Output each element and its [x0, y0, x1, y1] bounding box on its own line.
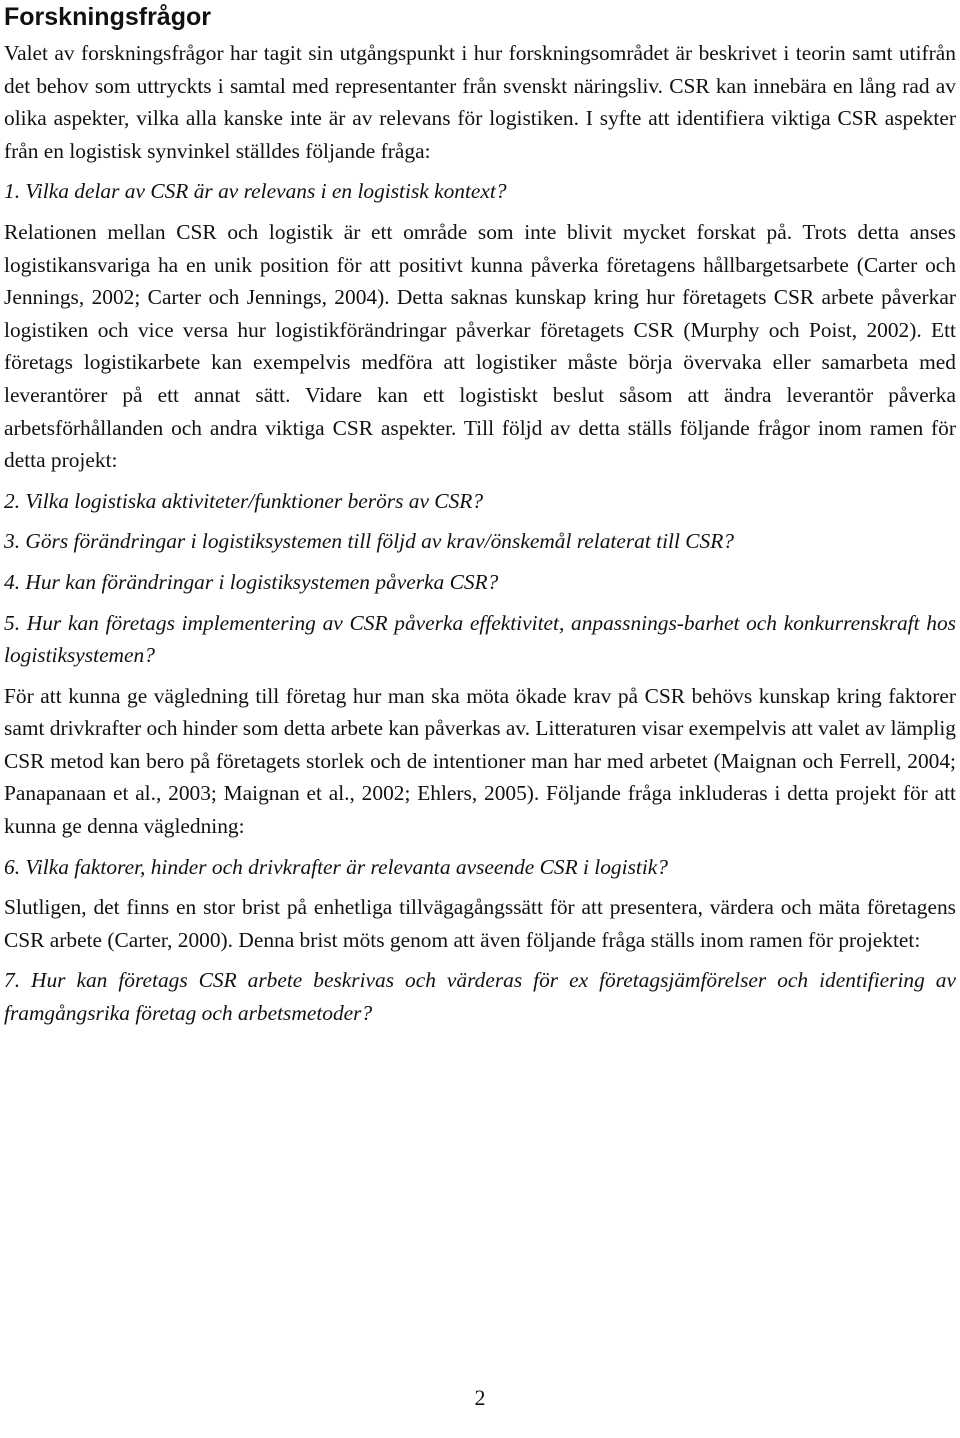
research-question-6: 6. Vilka faktorer, hinder och drivkrafter är relevanta avseende CSR i logistik? [4, 854, 668, 879]
research-question-3: 3. Görs förändringar i logistiksystemen till följd av krav/önskemål relaterat till CSR? [4, 529, 735, 554]
research-question-7: 7. Hur kan företags CSR arbete beskrivas och värderas för ex företagsjämförelser och identifiering av framgångsrika företag och arbetsmetoder? [4, 968, 956, 1026]
document-page [4, 0, 956, 1030]
research-question-4: 4. Hur kan förändringar i logistiksystemen påverka CSR? [4, 569, 499, 594]
research-question-5: 5. Hur kan företags implementering av CSR påverka effektivitet, anpassnings-barhet och konkurrenskraft hos logistiksystemen? [4, 610, 956, 668]
research-question-1: 1. Vilka delar av CSR är av relevans i en logistisk kontext? [4, 179, 507, 204]
intro-paragraph: Valet av forskningsfrågor har tagit sin utgångspunkt i hur forskningsområdet är beskrivet i teorin samt utifrån det behov som uttryckts i samtal med representanter från svenskt näringsliv. CSR kan innebära en lång rad av olika aspekter, vilka alla kanske inte är av relevans för logistiken. I syfte att identifiera viktiga CSR aspekter från en logistisk synvinkel ställdes följande fråga: [4, 41, 956, 163]
section-heading: Forskningsfrågor [4, 3, 211, 31]
paragraph-conclusion: Slutligen, det finns en stor brist på enhetliga tillvägagångssätt för att presentera, värdera och mäta företagens CSR arbete (Carter, 2000). Denna brist möts genom att även följande fråga ställs inom ramen för projektet: [4, 895, 956, 952]
page-number: 2 [474, 1385, 486, 1410]
research-question-2: 2. Vilka logistiska aktiviteter/funktioner berörs av CSR? [4, 488, 484, 513]
paragraph-guidance: För att kunna ge vägledning till företag hur man ska möta ökade krav på CSR behövs kunskap kring faktorer samt drivkrafter och hinder som detta arbete kan påverkas av. Litteraturen visar exempelvis att valet av lämplig CSR metod kan bero på företagets storlek och de intentioner man har med arbetet (Maignan och Ferrell, 2004; Panapanaan et al., 2003; Maignan et al., 2002; Ehlers, 2005). Följande fråga inkluderas i detta projekt för att kunna ge denna vägledning: [4, 683, 956, 839]
paragraph-csr-logistics-relation: Relationen mellan CSR och logistik är ett område som inte blivit mycket forskat på. Trots detta anses logistikansvariga ha en unik position för att positivt kunna påverka företagens hållbargetsarbete (Carter och Jennings, 2002; Carter och Jennings, 2004). Detta saknas kunskap kring hur företagets CSR arbete påverkar logistiken och vice versa hur logistikförändringar påverkar företagets CSR (Murphy och Poist, 2002). Ett företags logistikarbete kan exempelvis medföra att logistiker måste börja övervaka eller samarbeta med leverantörer på ett annat sätt. Vidare kan ett logistiskt beslut såsom att ändra leverantör påverka arbetsförhållanden och andra viktiga CSR aspekter. Till följd av detta ställs följande frågor inom ramen för detta projekt: [4, 219, 956, 473]
